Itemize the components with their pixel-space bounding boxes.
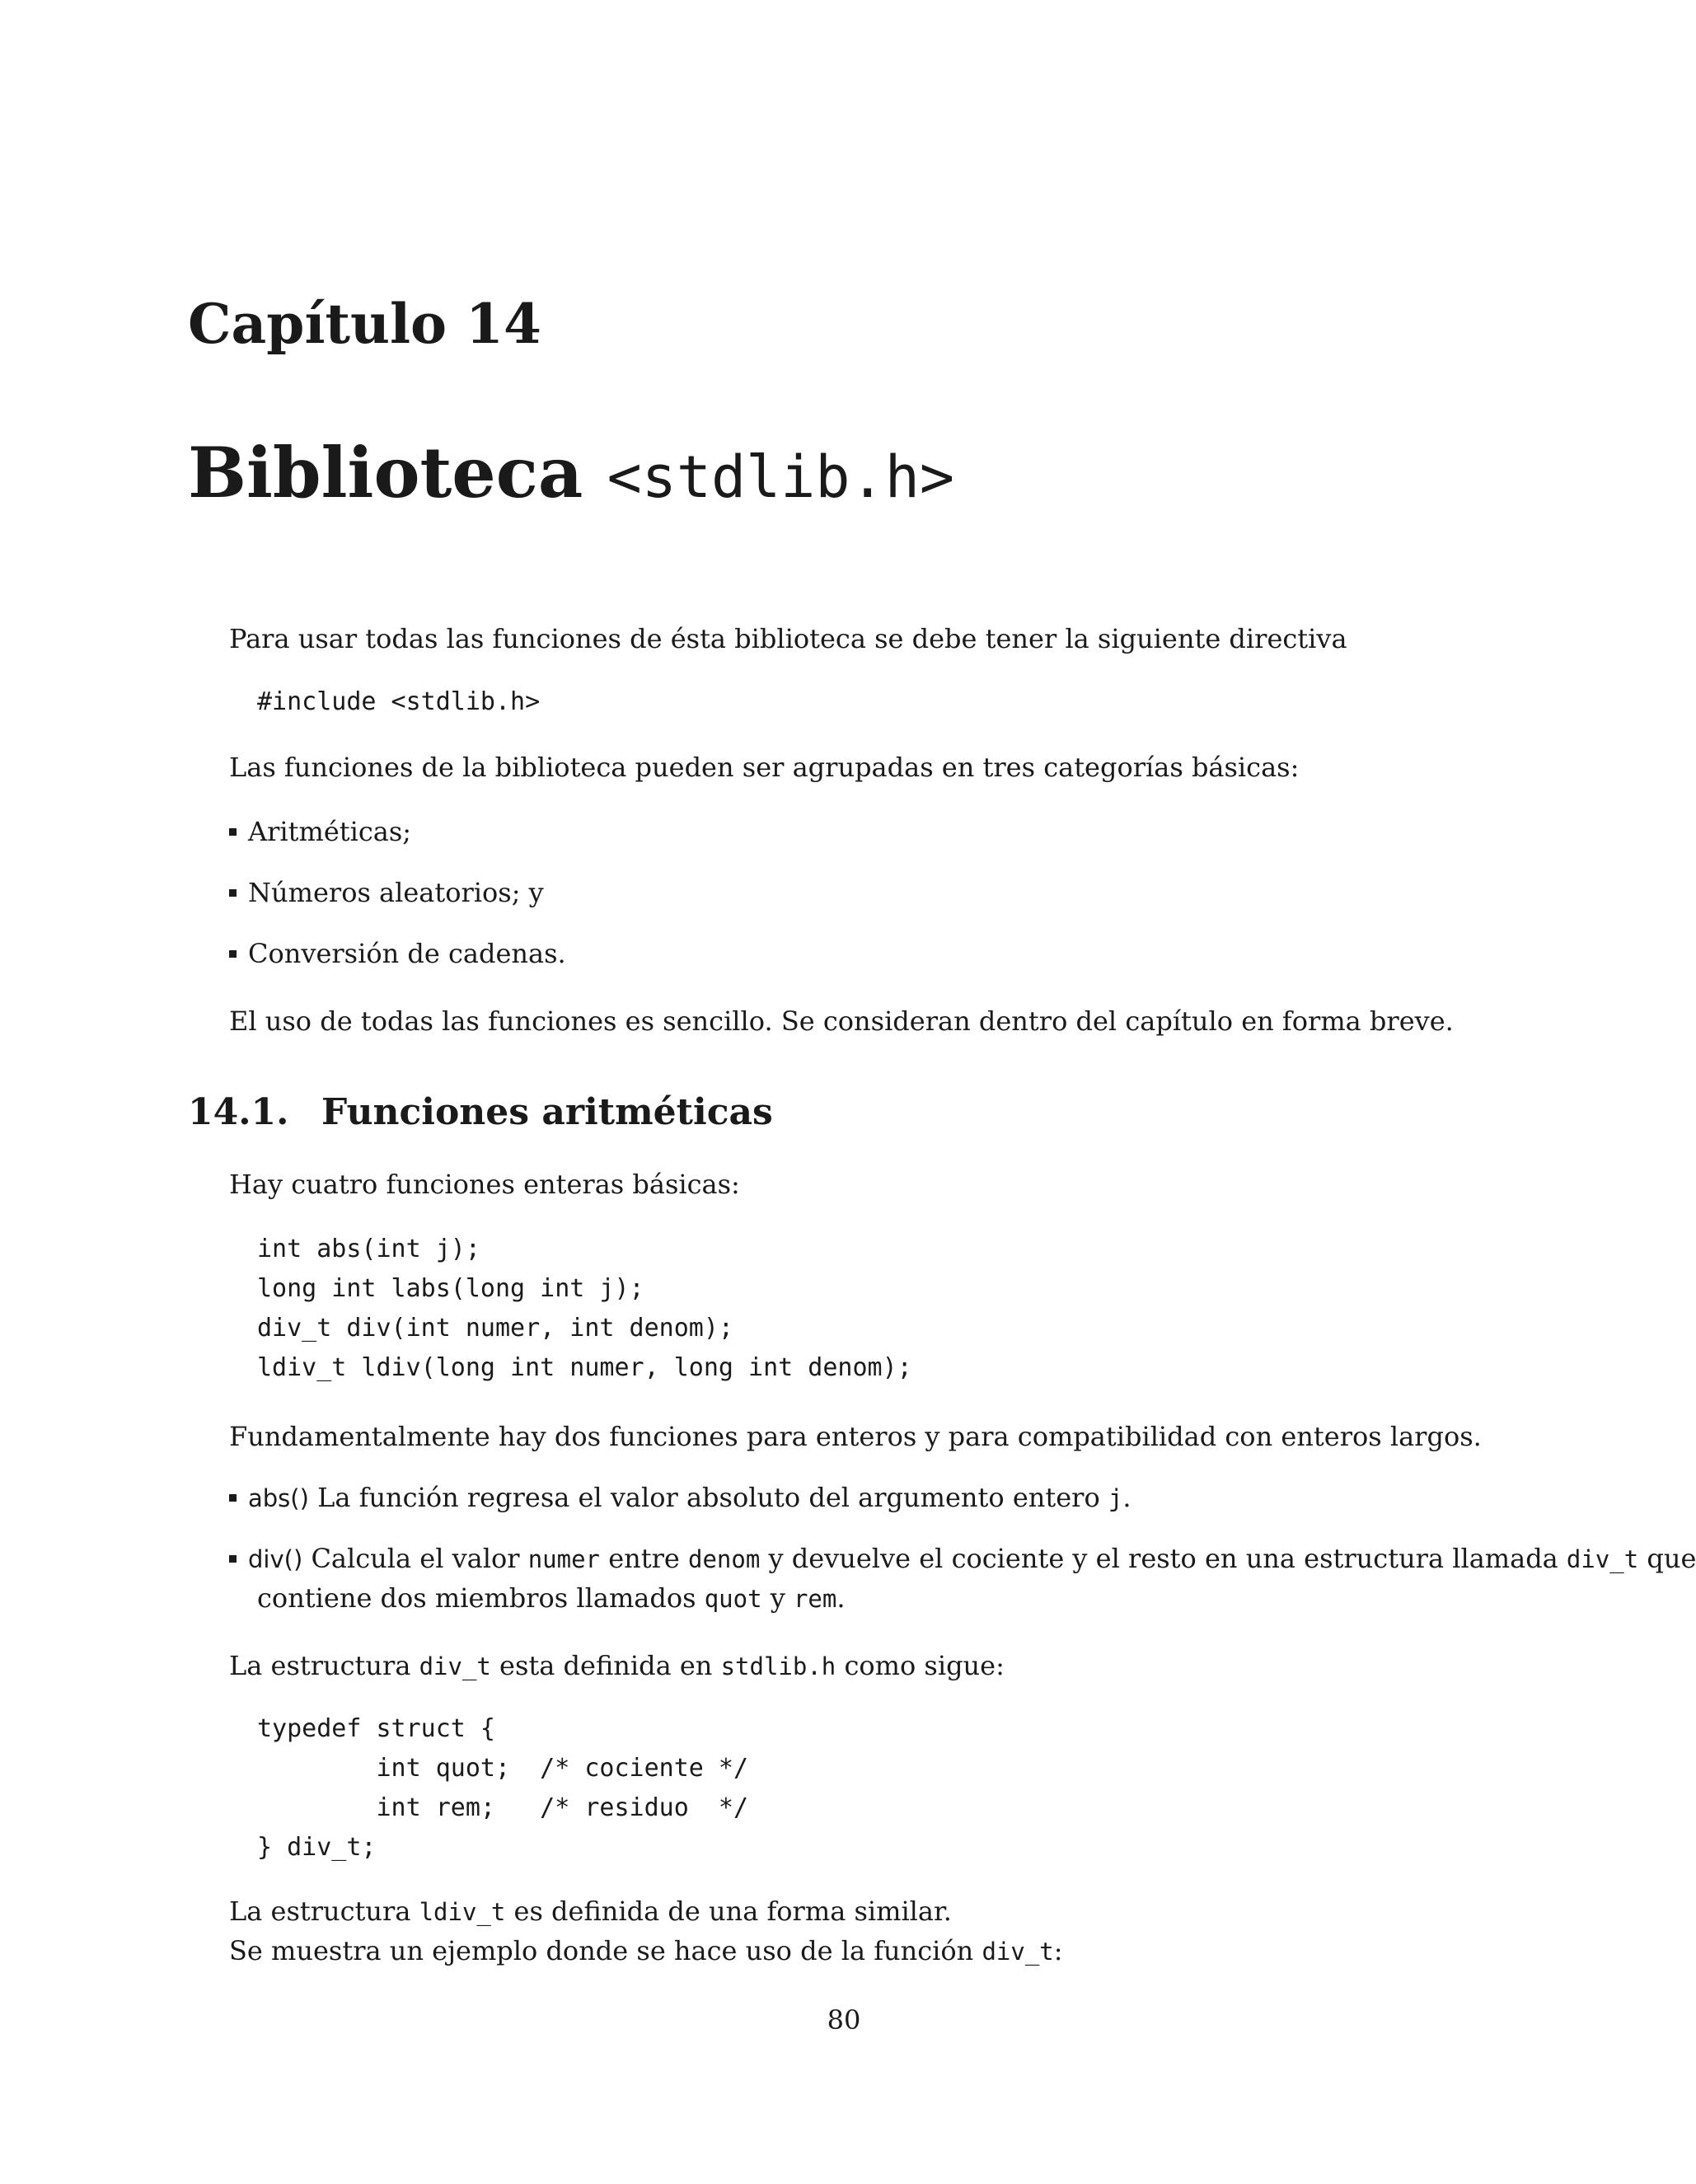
function-name: abs() [248,1484,309,1512]
list-item-text: Números aleatorios; y [248,877,544,908]
paragraph-text: es definida de una forma similar. [505,1896,952,1927]
inline-code: div_t [982,1938,1054,1966]
list-item-text: y [761,1582,794,1614]
paragraph-text: : [1053,1935,1063,1966]
list-item-text: y devuelve el cociente y el resto en una estructura llamada [760,1543,1567,1574]
section-paragraph-5 [229,1935,1063,1966]
prototypes-code-block: int abs(int j); long int labs(long int j); div_t div(int numer, int denom); ldiv_t ldiv(long int numer, long int denom); [257,1235,912,1382]
section-paragraph-4 [229,1896,952,1927]
section-paragraph-2: Fundamentalmente hay dos funciones para enteros y para compatibilidad con enteros largos. [229,1421,1482,1452]
chapter-title [188,432,954,513]
bullet-icon [229,1494,237,1502]
section-paragraph-3 [229,1650,1005,1681]
list-item [229,816,411,847]
inline-code: div_t [419,1652,491,1680]
include-directive: #include <stdlib.h> [257,687,541,716]
section-heading [188,1091,773,1133]
list-item-text: . [836,1582,846,1614]
list-item-text: entre [600,1543,689,1574]
paragraph-text: Se muestra un ejemplo donde se hace uso de la función [229,1935,982,1966]
paragraph-text: La estructura [229,1896,419,1927]
page-number: 80 [827,2004,861,2036]
paragraph-text: esta definida en [490,1650,721,1681]
list-item-text: Aritméticas; [248,816,412,847]
inline-code: j [1108,1484,1123,1512]
chapter-title-text: Biblioteca [188,432,583,513]
function-name: div() [248,1545,303,1573]
list-item-text: Conversión de cadenas. [248,938,566,969]
intro-paragraph-3: El uso de todas las funciones es sencillo. Se consideran dentro del capítulo en forma breve. [229,1005,1454,1037]
intro-paragraph-2: Las funciones de la biblioteca pueden ser agrupadas en tres categorías básicas: [229,752,1300,783]
chapter-label: Capítulo 14 [188,292,541,356]
section-paragraph-1: Hay cuatro funciones enteras básicas: [229,1169,740,1200]
list-item [229,938,566,969]
bullet-icon [229,889,237,897]
inline-code: rem [793,1585,837,1613]
struct-code-block: typedef struct { int quot; /* cociente */ int rem; /* residuo */ } div_t; [257,1714,749,1862]
list-item-text: Calcula el valor [302,1543,528,1574]
inline-code: numer [527,1545,601,1573]
list-item-abs [229,1482,1131,1513]
bullet-icon [229,828,237,836]
bullet-icon [229,1555,237,1563]
inline-code: ldiv_t [419,1898,506,1926]
bullet-icon [229,950,237,958]
inline-code: div_t [1566,1545,1639,1573]
inline-code: quot [704,1585,762,1613]
chapter-title-code: <stdlib.h> [607,443,954,511]
list-item-text: . [1122,1482,1131,1513]
list-item-text: La función regresa el valor absoluto del argumento entero [308,1482,1108,1513]
section-number: 14.1. [188,1091,289,1133]
inline-code: stdlib.h [720,1652,836,1680]
list-item [229,877,544,908]
paragraph-text: La estructura [229,1650,419,1681]
section-title: Funciones aritméticas [321,1091,773,1133]
list-item-div [229,1543,1696,1574]
list-item-text: que [1638,1543,1696,1574]
list-item-div-continuation [257,1582,846,1614]
list-item-text: contiene dos miembros llamados [257,1582,705,1614]
inline-code: denom [688,1545,761,1573]
intro-paragraph-1: Para usar todas las funciones de ésta biblioteca se debe tener la siguiente directiva [229,623,1347,654]
paragraph-text: como sigue: [836,1650,1005,1681]
